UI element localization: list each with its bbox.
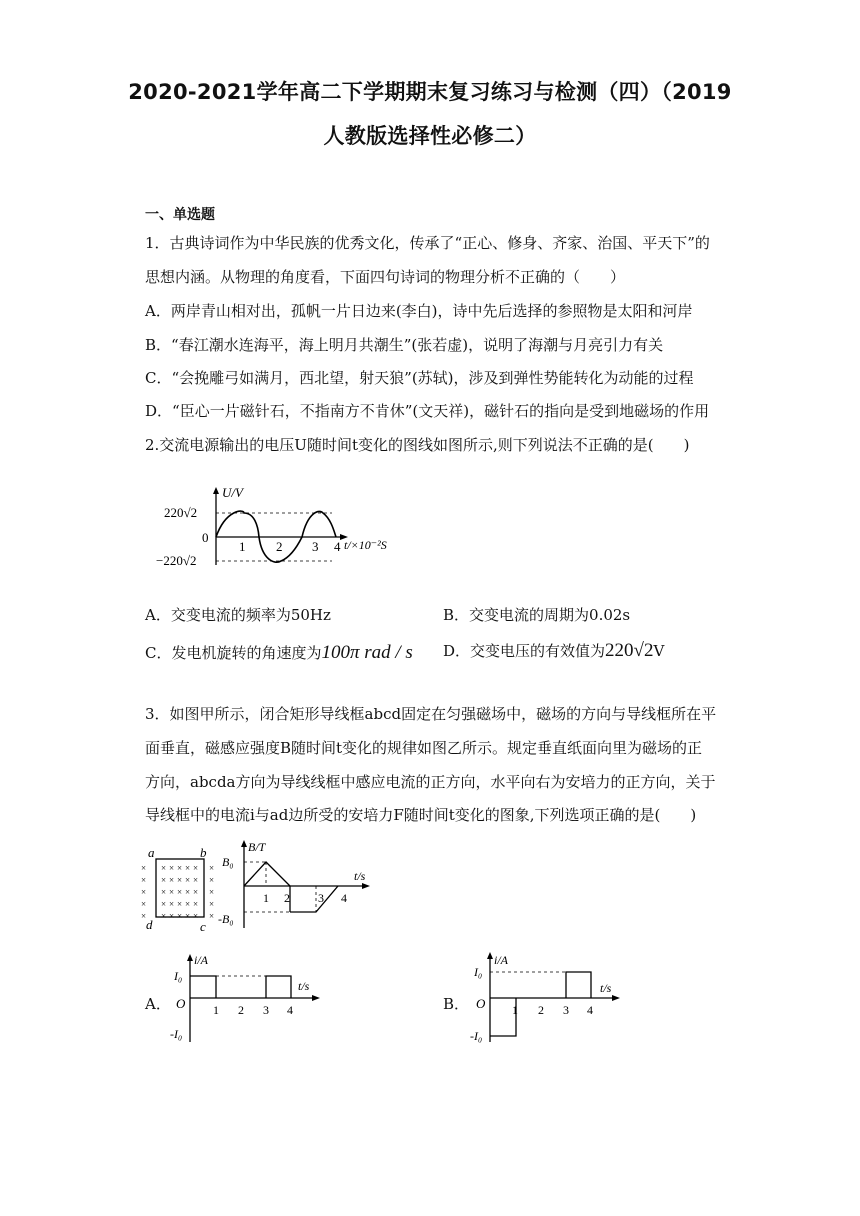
- q3-stem-line-1: 3．如图甲所示，闭合矩形导线框abcd固定在匀强磁场中，磁场的方向与导线框所在平: [145, 705, 717, 723]
- field-cross-inside: ×: [185, 899, 191, 909]
- field-cross-outside: ×: [209, 875, 215, 885]
- q2-option-a: A．交变电流的频率为50Hz: [145, 606, 331, 624]
- q2-graph-xlabel: t/×10⁻²S: [344, 538, 387, 552]
- q2-stem: 2.交流电源输出的电压U随时间t变化的图线如图所示,则下列说法不正确的是( ): [145, 436, 690, 454]
- q3-option-a-graph: [168, 950, 328, 1045]
- field-cross-outside: ×: [209, 899, 215, 909]
- q3-option-b-xlabel: t/s: [600, 981, 612, 995]
- q3-frame-label-d: d: [146, 917, 153, 932]
- q1-option-c: C．“会挽雕弓如满月，西北望，射天狼”(苏轼)，涉及到弹性势能转化为动能的过程: [145, 369, 694, 387]
- q3-frame-label-c: c: [200, 919, 206, 933]
- q1-option-a: A．两岸青山相对出，孤帆一片日边来(李白)，诗中先后选择的参照物是太阳和河岸: [145, 302, 693, 320]
- q3-stem-line-4: 导线框中的电流i与ad边所受的安培力F随时间t变化的图象,下列选项正确的是( ): [145, 806, 697, 824]
- q3-stem-line-3: 方向，abcda方向为导线线框中感应电流的正方向，水平向右为安培力的正方向，关于: [145, 773, 716, 791]
- field-cross-inside: ×: [185, 875, 191, 885]
- field-cross-inside: ×: [193, 899, 199, 909]
- q3-option-a-xtick-1: 1: [213, 1003, 219, 1017]
- field-cross-inside: ×: [161, 875, 167, 885]
- section-heading: 一、单选题: [145, 207, 215, 223]
- q3-option-a-ylabel: i/A: [194, 953, 208, 967]
- q3-option-b-ypos: I₀: [474, 965, 483, 979]
- field-cross-inside: ×: [185, 887, 191, 897]
- q3-option-a-xlabel: t/s: [298, 979, 310, 993]
- field-cross-inside: ×: [161, 863, 167, 873]
- field-cross-inside: ×: [177, 863, 183, 873]
- q3-option-a-ypos: I₀: [174, 969, 183, 983]
- field-cross-inside: ×: [193, 875, 199, 885]
- field-cross-inside: ×: [169, 899, 175, 909]
- q3-b-t-graph: [218, 838, 378, 930]
- field-cross-outside: ×: [141, 875, 147, 885]
- field-cross-inside: ×: [177, 911, 183, 921]
- q3-frame-label-a: a: [148, 845, 155, 860]
- q3-option-b-origin: O: [476, 996, 486, 1011]
- q1-option-d: D．“臣心一片磁针石，不指南方不肯休”(文天祥)，磁针石的指向是受到地磁场的作用: [145, 402, 710, 420]
- q3-option-b-xtick-3: 3: [563, 1003, 569, 1017]
- q2-option-c-math: 100π rad / s: [321, 642, 413, 663]
- field-cross-inside: ×: [193, 863, 199, 873]
- q3-b-graph-xtick-4: 4: [341, 891, 347, 905]
- q2-graph-xtick-2: 2: [276, 539, 283, 554]
- q3-frame-label-b: b: [200, 845, 207, 860]
- q2-graph-origin: 0: [202, 530, 209, 545]
- field-cross-outside: ×: [209, 911, 215, 921]
- q2-option-c-text: C．发电机旋转的角速度为: [145, 644, 322, 662]
- q2-graph-ylabel: U/V: [222, 485, 243, 500]
- q3-option-a-yneg: -I₀: [170, 1027, 183, 1041]
- field-cross-inside: ×: [161, 911, 167, 921]
- field-cross-inside: ×: [169, 887, 175, 897]
- q3-option-a-label: A．: [145, 995, 171, 1013]
- doc-title-line-1: 2020-2021学年高二下学期期末复习练习与检测（四）（2019: [128, 80, 732, 104]
- field-cross-inside: ×: [185, 911, 191, 921]
- q3-frame-figure: [140, 843, 218, 933]
- q3-option-b-yneg: -I₀: [470, 1029, 483, 1043]
- field-cross-outside: ×: [209, 863, 215, 873]
- q3-option-b-xtick-2: 2: [538, 1003, 544, 1017]
- q2-option-c: [145, 642, 413, 664]
- q3-stem-line-2: 面垂直，磁感应强度B随时间t变化的规律如图乙所示。规定垂直纸面向里为磁场的正: [145, 739, 703, 757]
- field-cross-inside: ×: [169, 875, 175, 885]
- q2-option-d-math: 220√2: [605, 640, 654, 661]
- field-cross-inside: ×: [161, 899, 167, 909]
- q3-option-b-xtick-4: 4: [587, 1003, 593, 1017]
- field-cross-inside: ×: [177, 887, 183, 897]
- field-cross-outside: ×: [141, 887, 147, 897]
- q3-option-b-ylabel: i/A: [494, 953, 508, 967]
- q3-b-graph-yneg: -B₀: [218, 912, 234, 926]
- q1-stem-line-1: 1．古典诗词作为中华民族的优秀文化，传承了“正心、修身、齐家、治国、平天下”的: [145, 234, 710, 252]
- field-cross-inside: ×: [169, 863, 175, 873]
- q3-option-b-label: B．: [443, 995, 470, 1013]
- q3-b-graph-ylabel: B/T: [248, 840, 266, 854]
- field-cross-inside: ×: [177, 875, 183, 885]
- field-cross-inside: ×: [161, 887, 167, 897]
- field-cross-inside: ×: [169, 911, 175, 921]
- q3-option-b-graph: [466, 948, 626, 1045]
- q2-graph-xtick-4: 4: [334, 539, 341, 554]
- doc-title-line-2: 人教版选择性必修二）: [323, 124, 537, 148]
- q2-option-d: [443, 640, 664, 662]
- q1-stem-line-2: 思想内涵。从物理的角度看，下面四句诗词的物理分析不正确的（ ）: [145, 268, 626, 286]
- field-cross-inside: ×: [185, 863, 191, 873]
- field-cross-outside: ×: [141, 899, 147, 909]
- field-cross-inside: ×: [193, 911, 199, 921]
- q3-option-a-xtick-3: 3: [263, 1003, 269, 1017]
- field-cross-inside: ×: [177, 899, 183, 909]
- q3-b-graph-xlabel: t/s: [354, 869, 366, 883]
- q2-graph-xtick-3: 3: [312, 539, 319, 554]
- q3-b-graph-ypos: B₀: [222, 855, 234, 869]
- q3-option-b-xtick-1: 1: [512, 1003, 518, 1017]
- q2-graph-ymax: 220√2: [164, 505, 198, 520]
- q3-b-graph-xtick-1: 1: [263, 891, 269, 905]
- q3-option-a-xtick-4: 4: [287, 1003, 293, 1017]
- q2-voltage-graph: [150, 485, 405, 570]
- q3-b-graph-xtick-3: 3: [318, 891, 324, 905]
- q2-option-d-text: D．交变电压的有效值为: [443, 642, 606, 660]
- q2-graph-xtick-1: 1: [239, 539, 246, 554]
- field-cross-outside: ×: [141, 911, 147, 921]
- q3-option-a-xtick-2: 2: [238, 1003, 244, 1017]
- field-cross-outside: ×: [141, 863, 147, 873]
- q2-option-b: B．交变电流的周期为0.02s: [443, 606, 631, 624]
- q2-graph-ymin: −220√2: [156, 553, 197, 568]
- q1-option-b: B．“春江潮水连海平，海上明月共潮生”(张若虚)，说明了海潮与月亮引力有关: [145, 336, 664, 354]
- field-cross-inside: ×: [193, 887, 199, 897]
- q3-b-graph-xtick-2: 2: [284, 891, 290, 905]
- q3-option-a-origin: O: [176, 996, 186, 1011]
- field-cross-outside: ×: [209, 887, 215, 897]
- q2-option-d-unit: V: [653, 642, 665, 660]
